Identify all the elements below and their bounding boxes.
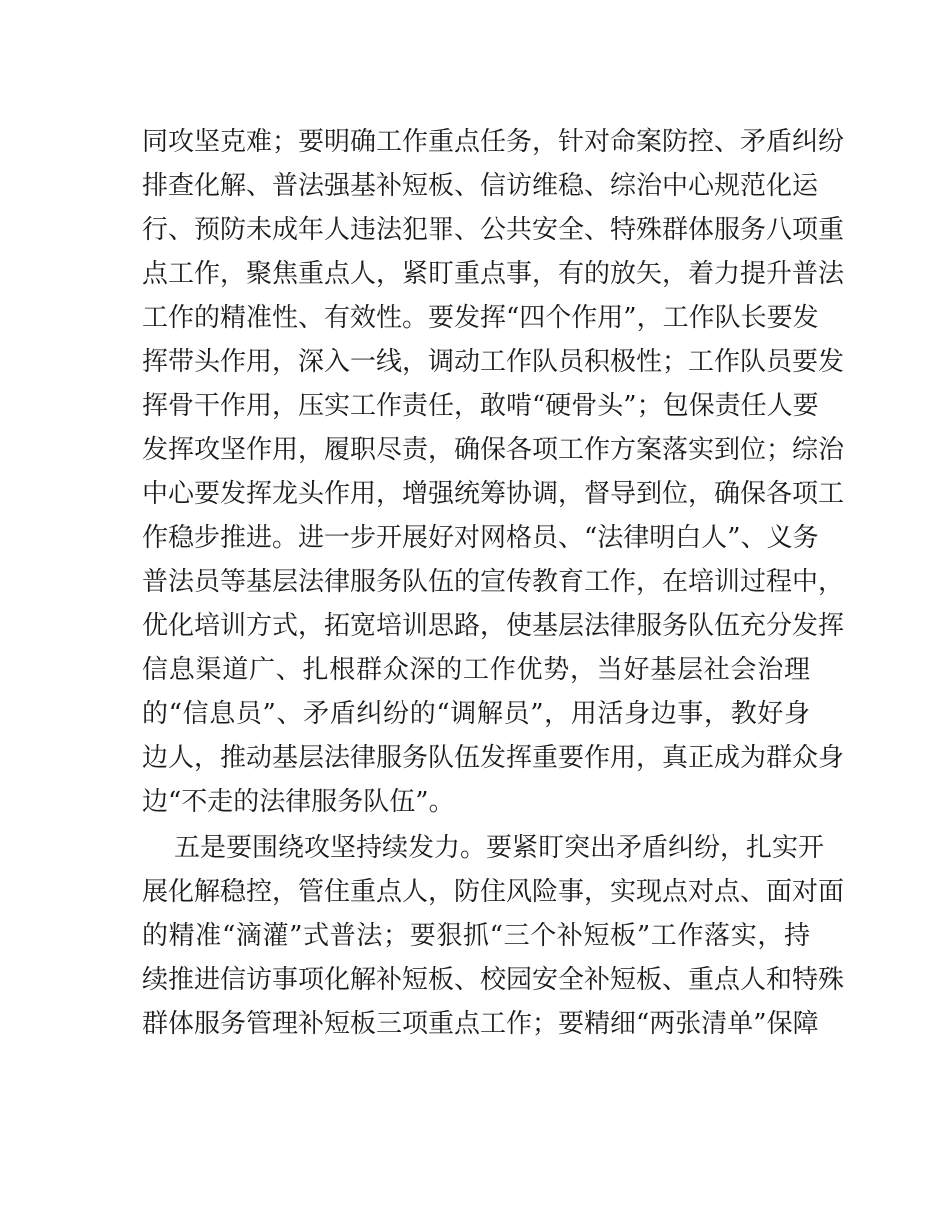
paragraph-1-line-1: 同攻坚克难；要明确工作重点任务，针对命案防控、矛盾纠纷 — [142, 127, 845, 157]
paragraph-1-line-12: 优化培训方式，拓宽培训思路，使基层法律服务队伍充分发挥 — [142, 611, 845, 641]
paragraph-1-line-2: 排查化解、普法强基补短板、信访维稳、综治中心规范化运 — [142, 171, 819, 201]
paragraph-2-line-3: 的精准“滴灌”式普法；要狠抓“三个补短板”工作落实，持 — [142, 921, 810, 951]
paragraph-1-line-13: 信息渠道广、扎根群众深的工作优势，当好基层社会治理 — [142, 655, 810, 685]
paragraph-1-line-5: 工作的精准性、有效性。要发挥“四个作用”，工作队长要发 — [142, 303, 819, 333]
paragraph-2-line-5: 群体服务管理补短板三项重点工作；要精细“两张清单”保障 — [142, 1009, 819, 1039]
paragraph-2-line-1: 五是要围绕攻坚持续发力。要紧盯突出矛盾纠纷，扎实开 — [174, 833, 825, 863]
paragraph-1-line-14: 的“信息员”、矛盾纠纷的“调解员”，用活身边事，教好身 — [142, 699, 810, 729]
paragraph-2-line-4: 续推进信访事项化解补短板、校园安全补短板、重点人和特殊 — [142, 965, 845, 995]
paragraph-1-line-3: 行、预防未成年人违法犯罪、公共安全、特殊群体服务八项重 — [142, 215, 845, 245]
paragraph-1-line-6: 挥带头作用，深入一线，调动工作队员积极性；工作队员要发 — [142, 347, 845, 377]
paragraph-1-line-8: 发挥攻坚作用，履职尽责，确保各项工作方案落实到位；综治 — [142, 435, 845, 465]
paragraph-1-line-16: 边“不走的法律服务队伍”。 — [142, 787, 455, 817]
paragraph-1-line-7: 挥骨干作用，压实工作责任，敢啃“硬骨头”；包保责任人要 — [142, 391, 819, 421]
paragraph-1-line-11: 普法员等基层法律服务队伍的宣传教育工作，在培训过程中， — [142, 567, 845, 597]
paragraph-2-line-2: 展化解稳控，管住重点人，防住风险事，实现点对点、面对面 — [142, 877, 845, 907]
paragraph-1-line-9: 中心要发挥龙头作用，增强统筹协调，督导到位，确保各项工 — [142, 479, 845, 509]
paragraph-1-line-15: 边人，推动基层法律服务队伍发挥重要作用，真正成为群众身 — [142, 743, 845, 773]
paragraph-1-line-4: 点工作，聚焦重点人，紧盯重点事，有的放矢，着力提升普法 — [142, 259, 845, 289]
paragraph-1-line-10: 作稳步推进。进一步开展好对网格员、“法律明白人”、义务 — [142, 523, 819, 553]
